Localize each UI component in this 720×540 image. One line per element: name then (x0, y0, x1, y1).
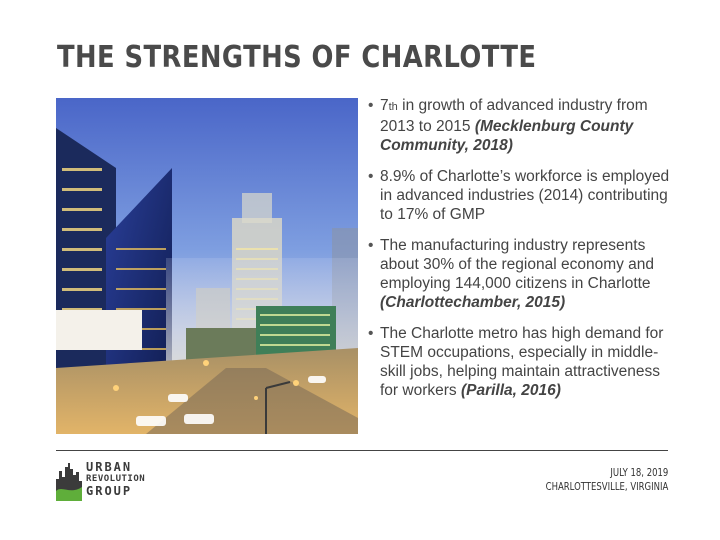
bullet-citation: (Parilla, 2016) (460, 382, 561, 399)
logo-word-revolution: REVOLUTION (86, 473, 146, 484)
bullet-text: 8.9% of Charlotte’s workforce is employed in advanced industries (2014) contributing to 17% of GMP (380, 168, 670, 223)
skyline-icon (56, 461, 82, 501)
bullet-text: The manufacturing industry represents about 30% of the regional economy and employing 144,000 citizens in Charlotte (380, 237, 655, 292)
bullet-item (368, 236, 680, 312)
bullet-rank: 7th (380, 97, 398, 114)
footer-divider (56, 450, 668, 451)
charlotte-city-photo (56, 98, 358, 434)
footer-location: CHARLOTTESVILLE, VIRGINIA (545, 481, 668, 493)
urban-revolution-group-logo (56, 461, 166, 501)
logo-word-group: GROUP (86, 483, 133, 498)
footer-date-location (532, 466, 668, 494)
logo-word-urban: URBAN (86, 460, 133, 474)
bullet-list (368, 96, 680, 412)
bullet-citation: (Charlottechamber, 2015) (380, 294, 566, 311)
bullet-text: in growth of advanced industry from 2013 to 2015 (380, 97, 648, 135)
bullet-item (368, 324, 680, 400)
footer-date: JULY 18, 2019 (610, 467, 668, 479)
slide-title: THE STRENGTHS OF CHARLOTTE (57, 40, 537, 75)
bullet-item (368, 167, 680, 224)
bullet-item (368, 96, 680, 155)
bullet-citation: (Mecklenburg County Community, 2018) (380, 118, 634, 154)
bullet-text: The Charlotte metro has high demand for STEM occupations, especially in middle-skill jobs, helping maintain attractiveness for workers (380, 325, 664, 399)
